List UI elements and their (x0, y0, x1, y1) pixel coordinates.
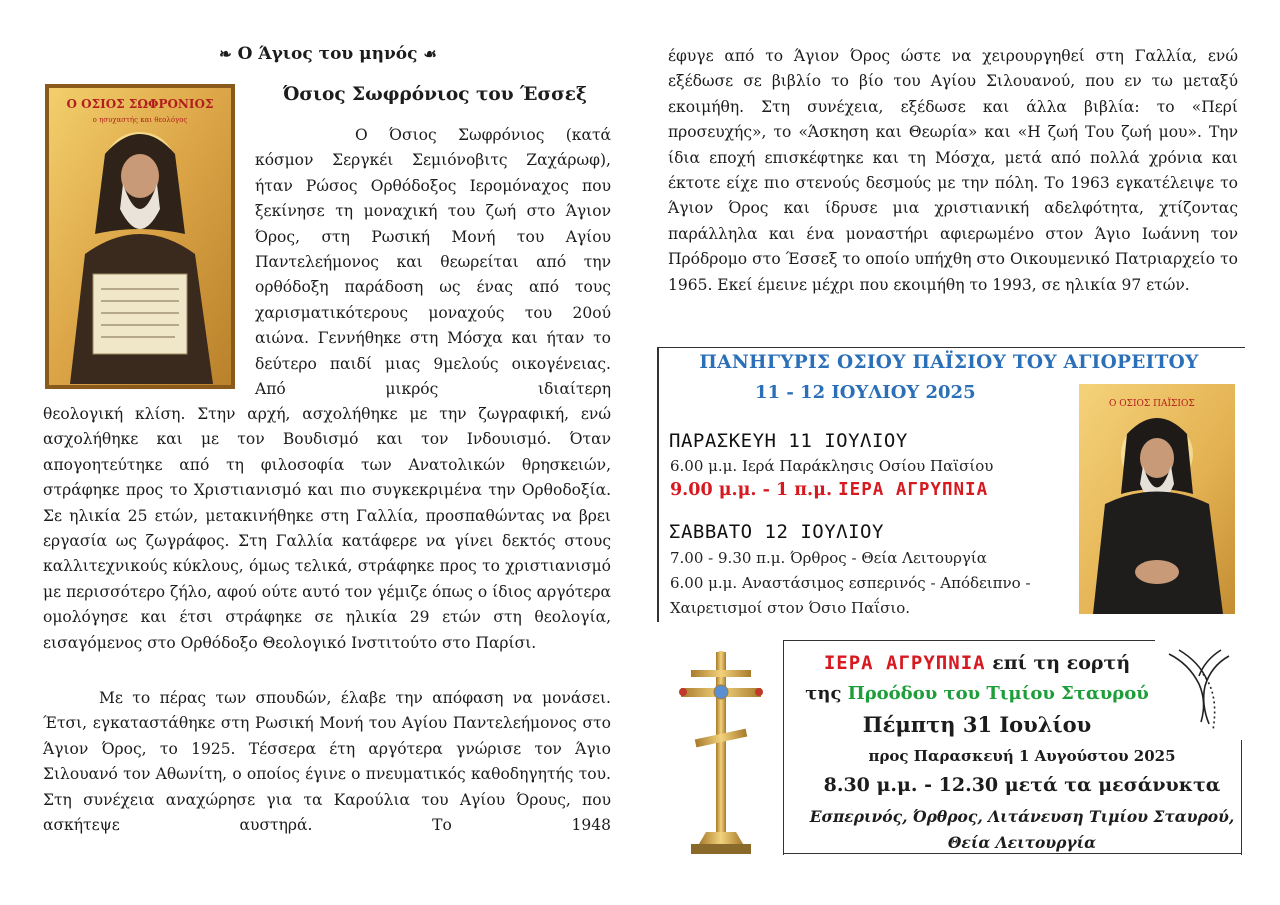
icon-caption: Ο ΟΣΙΟΣ ΣΩΦΡΟΝΙΟΣ (66, 97, 214, 111)
day2-event-3: Χαιρετισμοί στον Όσιο Παΐσιο. (670, 599, 911, 617)
vigil-services: Εσπερινός, Όρθρος, Λιτάνευση Τιμίου Σταυρού, Θεία Λειτουργία (809, 807, 1235, 852)
paragraph-2: Με το πέρας των σπουδών, έλαβε την απόφαση να μονάσει. Έτσι, εγκαταστάθηκε στη Ρωσική Μονή του Αγίου Παντελεήμονος στο Άγιον Όρος, το 1925. Τέσσερα έτη αργότερα γνώρισε τον Άγιο Σιλουανό τον Αθωνίτη, ο οποίος έγινε ο πνευματικός καθοδηγητής του. Στη συνέχεια αναχώρησε για τα Καρούλια του Αγίου Όρους, που ασκήτεψε αυστηρά. Το 1948 (43, 689, 611, 835)
saint-sophronios-icon (45, 84, 235, 389)
box-left-border (783, 640, 784, 855)
paragraph-1b: θεολογική κλίση. Στην αρχή, ασχολήθηκε με την ζωγραφική, ενώ ασχολήθηκε και με τον Βουδισμό και τον Ινδουισμό. Όταν απογοητεύτηκε από τη φιλοσοφία των Ανατολικών θρησκειών, στράφηκε προς το Χριστιανισμό και πιο συγκεκριμένα την Ορθοδοξία. Σε ηλικία 25 ετών, μετακινήθηκε στη Γαλλία, προσπαθώντας να βρει εργασία ως ζωγράφος. Στη Γαλλία κατάφερε να γίνει δεκτός στους καλλιτεχνικούς κύκλους, όμως τελικά, στράφηκε προς το χριστιανισμό με περισσότερο ζήλο, αφού ούτε αυτό τον γέμιζε όπως ο ίδιος αργότερα ομολόγησε και έτσι στράφηκε σε ηλικία 29 ετών στη θεολογία, εισαγόμενος στο Ορθόδοξο Θεολογικό Ινστιτούτο στο Παρίσι. (43, 405, 611, 652)
box-top-border (783, 640, 1155, 641)
vigil-label: ΙΕΡΑ ΑΓΡΥΠΝΙΑ (838, 480, 989, 500)
praying-hands-icon (1159, 644, 1239, 734)
paisios-feast-title: ΠΑΝΗΓΥΡΙΣ ΟΣΙΟΥ ΠΑΪΣΙΟΥ ΤΟΥ ΑΓΙΟΡΕΙΤΟΥ (699, 352, 1199, 373)
left-column (43, 44, 613, 835)
vigil-label-red: ΙΕΡΑ ΑΓΡΥΠΝΙΑ (823, 652, 986, 674)
day1-heading: ΠΑΡΑΣΚΕΥΗ 11 ΙΟΥΛΙΟΥ (669, 430, 908, 452)
vigil-time: 9.00 μ.μ. - 1 π.μ. (670, 480, 833, 500)
paisios-caption: Ο ΟΣΙΟΣ ΠΑΪΣΙΟΣ (1109, 399, 1195, 409)
day2-event-2: 6.00 μ.μ. Αναστάσιμος εσπερινός - Απόδειπνο - (670, 574, 1031, 592)
article-title: Όσιος Σωφρόνιος του Έσσεξ (283, 84, 588, 105)
day2-event-1: 7.00 - 9.30 π.μ. Όρθρος - Θεία Λειτουργία (670, 549, 987, 567)
holy-cross-vigil-box (661, 640, 1243, 855)
day2-heading: ΣΑΒΒΑΤΟ 12 ΙΟΥΛΙΟΥ (669, 521, 884, 543)
saint-paisios-icon (1079, 384, 1235, 614)
paisios-feast-dates: 11 - 12 ΙΟΥΛΙΟΥ 2025 (755, 382, 976, 403)
vigil-time: 8.30 μ.μ. - 12.30 μετά τα μεσάνυκτα (823, 774, 1221, 796)
day1-event-1: 6.00 μ.μ. Ιερά Παράκλησις Οσίου Παϊσίου (670, 457, 994, 475)
vigil-label-suffix: επί τη εορτή (985, 652, 1131, 674)
heading-text: Ο Άγιος του μηνός (237, 44, 418, 64)
paragraph-1a: Ο Όσιος Σωφρόνιος (κατά κόσμον Σεργκέι Σεμιόνοβιτς Ζαχάρωφ), ήταν Ρώσος Ορθόδοξος Ιερομόναχος που ξεκίνησε τη μοναχική του ζωή στο Άγιον Όρος, στη Ρωσική Μονή του Αγίου Παντελεήμονος και θεωρείται από την ορθόδοξη παράδοση ως ένας από τους χαρισματικότερους μοναχούς του 20ού αιώνα. Γεννήθηκε στη Μόσχα και ήταν το δεύτερο παιδί μιας 9μελούς οικογένειας. Από μικρός ιδιαίτερη (255, 126, 611, 399)
icon-caption-sub: ο ησυχαστής και θεολόγος (92, 116, 188, 124)
vigil-date-2: προς Παρασκευή 1 Αυγούστου 2025 (868, 747, 1176, 765)
processional-cross-icon (661, 648, 781, 856)
feast-name: Προόδου του Τιμίου Σταυρού (847, 683, 1149, 704)
feast-line (787, 683, 1167, 704)
right-ornament: ☙ (423, 45, 437, 63)
month-saint-heading (43, 44, 613, 64)
left-ornament: ❧ (219, 45, 232, 63)
paragraph-continued: έφυγε από το Άγιον Όρος ώστε να χειρουργηθεί στη Γαλλία, ενώ εξέδωσε σε βιβλίο το βίο του Αγίου Σιλουανού, που εν τω μεταξύ εκοιμήθη. Στη συνέχεια, εξέδωσε και άλλα βιβλία: το «Περί προσευχής», το «Άσκηση και Θεωρία» και «Η ζωή Του ζωή μου». Την ίδια εποχή επισκέφτηκε και τη Μόσχα, μετά από πολλά χρόνια και έκτοτε είχε πιο στενούς δεσμούς με την πόλη. Το 1963 εγκατέλειψε το Άγιον Όρος και ίδρυσε μια χριστιανική αδελφότητα, χτίζοντας παράλληλα και ένα μοναστήρι αφιερωμένο στον Άγιο Ιωάννη τον Πρόδρομο στο Έσσεξ το οποίο υπήχθη στο Οικουμενικό Πατριαρχείο το 1965. Εκεί έμεινε μέχρι που εκοιμήθη το 1993, σε ηλικία 97 ετών. (668, 47, 1238, 294)
feast-prefix: της (805, 683, 848, 704)
vigil-heading (787, 652, 1167, 674)
day1-event-2 (670, 480, 988, 500)
vigil-date: Πέμπτη 31 Ιουλίου (862, 712, 1092, 737)
paisios-feast-box (657, 347, 1245, 622)
